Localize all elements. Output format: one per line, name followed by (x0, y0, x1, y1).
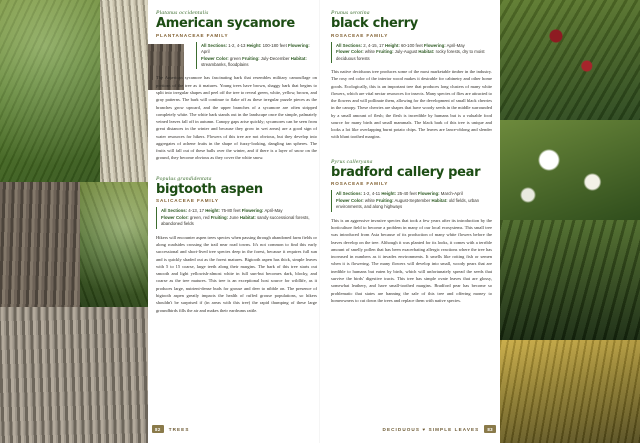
entry-bigtooth-aspen (156, 176, 317, 314)
common-name: American sycamore (156, 16, 295, 31)
body-paragraph: This native deciduous tree produces some of the most marketable timber in the industry. The rosy red color of the interior wood makes it desirable for cabinetry and other home goods. Ecologically, this is an important tree that produces long clusters of many white flowers, which are vital nectar resources for insects. Many species of flies are attracted to the flowers and will pollinate them, allowing for the development of small black cherries in the canopy. These cherries are shapes that have woody seeds in the middle surrounded by a small amount of flesh; the flesh is incredible by humans but is a valuable food source for many birds and small mammals. The black bark of this tree is unique and looks a lot like overlapping burnt potato chips. The leaves are lance-oblong and slender with blunt toothed margins. (331, 68, 492, 140)
entry-body (331, 217, 492, 304)
family-name: SALICACEAE FAMILY (156, 198, 219, 204)
sycamore-trunk-photo (100, 0, 148, 182)
left-photo-strip (0, 0, 148, 443)
scientific-name: Pyrus calleryana (331, 158, 373, 165)
fact-line: Flower Color: white Fruiting: August-September Habitat: old fields, urban environments, and along highways (336, 197, 480, 210)
fact-line: Flower Color: green, red Fruiting: June Habitat: sandy successional forests, abandoned fields (161, 214, 310, 227)
fact-line: All Sections: 1-2, 4-11 Height: 25-40 feet Flowering: March-April (336, 191, 463, 197)
fact-line: All Sections: 1-2, 4-13 Height: 100-180 feet Flowering: April (201, 42, 310, 55)
fact-box (196, 42, 317, 70)
body-paragraph: This is an aggressive invasive species that took a few years after its introduction by the horticulture field to become a problem in many of our local ecosystems. This small tree was introduced from Asia because of its production of many white flowers before the leaves develop on the tree. Although it was planted for its looks, it comes with a terrible amount of smelly pollen that has been exacerbating allergic reactions where the tree has increased in numbers as it invades environments. It smells like rotting fish or semen when it is flowering. The many flowers will develop into small, woody pears that are inedible to humans but eaten by birds, which will unfortunately spread the seeds that survive the birds' digestive tracts. This tree has simple ovate leaves that are glossy, somewhat leathery, and have small-toothed margins. Bradford pear has become so problematic that states are banning the sale of this tree and offering money to homeowners to cut down the trees and replace them with native species. (331, 217, 492, 303)
common-name: bradford callery pear (331, 164, 481, 180)
body-paragraph: Hikers will encounter aspen trees species when passing through abandoned farm fields or along roadsides crossing the trail near road towns. It's not common to find this early successional and short-lived tree species deep in the forest, because it requires full sun and is quickly shaded out as the forest matures. Bigtooth aspen has thick, simple leaves with 5 to 15 coarse, large teeth along their margins. The bark of this tree starts out smooth and light yellowish-almost white in full sun-but becomes dark, blocky, and coarse as the tree matures. This tree is an exceptional host source for wildlife, as it produces large, nutrient-dense buds for grouse and deer to nibble on. The presence of bigtooth aspen greatly impacts the health of ruffed grouse populations, so hikers shouldn't be surprised if (in areas with this tree) the rapid thumping of these large groundbirds fills the air and makes their eardrums rattle. (156, 234, 317, 313)
entry-body (331, 68, 492, 141)
footer-right (383, 425, 496, 433)
callery-pear-leaf-photo (500, 220, 640, 340)
aspen-leaf-photo (80, 182, 148, 307)
page-number-right: 83 (484, 425, 496, 433)
left-column (156, 10, 317, 443)
black-cherry-fruit-photo (500, 0, 640, 120)
sycamore-bark-photo (0, 182, 80, 307)
scientific-name: Platanus occidentalis (156, 10, 209, 16)
family-name: PLANTANACEAE FAMILY (156, 32, 229, 38)
black-cherry-flower-photo (500, 120, 640, 220)
entry-black-cherry (331, 10, 492, 141)
entry-body (156, 234, 317, 314)
fact-box (331, 190, 492, 211)
fact-box (331, 42, 492, 63)
scientific-name: Prunus serotina (331, 10, 370, 16)
common-name: black cherry (331, 16, 418, 31)
footer-section-label-left: TREES (168, 426, 190, 432)
common-name: bigtooth aspen (156, 181, 263, 197)
footer-section-label-right: DECIDUOUS ♥ SIMPLE LEAVES (382, 426, 480, 432)
page-footer (0, 425, 640, 439)
right-column (331, 10, 492, 443)
footer-left (152, 425, 190, 433)
family-name: ROSACEAE FAMILY (331, 181, 389, 187)
right-photo-strip (500, 0, 640, 443)
fact-box (156, 207, 317, 228)
fact-line: All Sections: 4-13, 17 Height: 75-80 feet Flowering: April-May (161, 208, 283, 214)
entry-body (156, 74, 317, 161)
family-name: ROSACEAE FAMILY (331, 32, 389, 38)
entry-bradford-callery-pear (331, 159, 492, 304)
fact-line: Flower Color: white Fruiting: July-August Habitat: rocky forests, dry to moist deciduous forests (336, 49, 485, 61)
fact-line: All Sections: 2, 4-15, 17 Height: 60-100 feet Flowering: April-May (336, 42, 465, 48)
fact-line: Flower Color: green Fruiting: July-December Habitat: streambanks, floodplains (201, 55, 307, 67)
scientific-name: Populus grandidentata (156, 175, 212, 182)
text-columns (148, 0, 500, 443)
entry-american-sycamore (156, 10, 317, 162)
page-number-left: 82 (152, 425, 164, 433)
aspen-bark-photo (0, 307, 148, 443)
body-paragraph: The American sycamore has fascinating bark that resembles military camouflage on portions of the tree as it matures. Young trees have brown, shaggy bark that begins to split into irregular shapes and peel off the tree to reveal green, white, yellow, brown, and gray patterns. The bark will continue to flake off as these irregular puzzle pieces as the branches grow upward, and the upper branches of a sycamore are often stripped completely white. The white bark stands out in the landscape once the simple, palmately veined leaves fall off in autumn. Canopy gaps arise quickly; sycamores can be seen from great distances in the winter and because they grow in wet areas) are a good sign of water resources for hikers. Flowers of this tree are not obvious, but they develop into aggregates of achene fruits in the shape of fuzzy-looking, dangling tan spheres. The fruits will fall out of these balls over the winter, and if there is a layer of snow on the ground, they become obvious as they cover the white snow. (156, 75, 317, 161)
